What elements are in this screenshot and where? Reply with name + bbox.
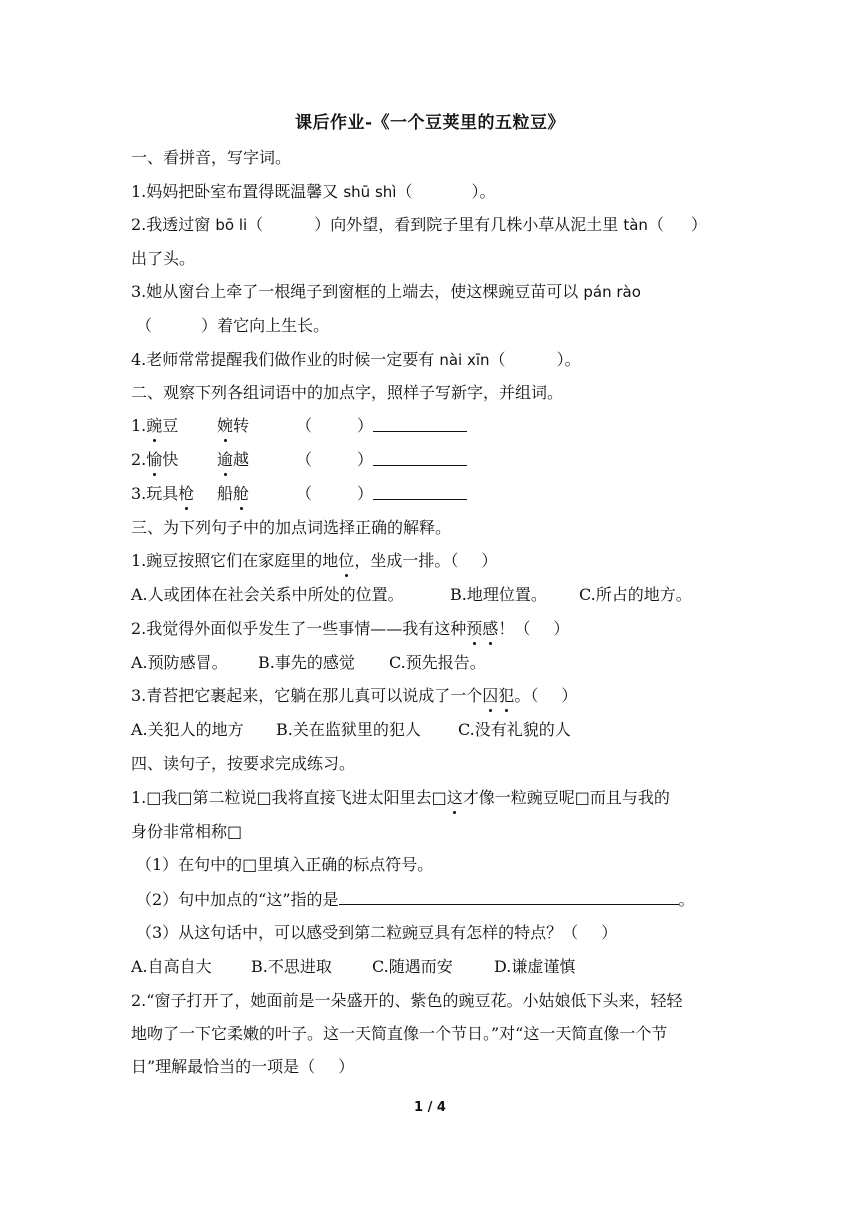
s3-q3-dotted-char-1: 囚 xyxy=(482,686,499,705)
s2-row-1-word-1-rest: 豆 xyxy=(162,416,179,435)
s4-sub-2 xyxy=(136,889,695,910)
s1-q3-pinyin: pán rào xyxy=(583,283,641,301)
s4-q1-continued: 身份非常相称□ xyxy=(131,822,243,841)
s2-row-2-word-2-rest: 越 xyxy=(233,450,250,469)
s4-sub-2-period: 。 xyxy=(678,890,695,909)
s2-row-2-dotted-char-1: 愉 xyxy=(146,450,163,469)
s4-q2-line-2: 地吻了一下它柔嫩的叶子。这一天简直像一个节日。”对“这一天简直像一个节 xyxy=(131,1024,668,1043)
s1-q4 xyxy=(131,350,581,370)
s2-row-3 xyxy=(131,484,374,504)
s4-option-a[interactable]: A.自高自大 xyxy=(131,957,212,976)
s2-row-3-dotted-char-2: 舱 xyxy=(233,484,250,503)
s2-row-1-word-blank[interactable] xyxy=(373,416,467,432)
s3-q1-option-c[interactable]: C.所占的地方。 xyxy=(579,585,692,604)
s2-row-2-dotted-char-2: 逾 xyxy=(217,450,234,469)
s1-q2-pinyin-1: bō li xyxy=(215,216,248,234)
page-number: 1 / 4 xyxy=(414,1100,446,1115)
s3-q2-text: 2.我觉得外面似乎发生了一些事情——我有这种 xyxy=(131,619,467,638)
s2-row-1-paren-open: （ xyxy=(296,416,313,435)
s1-q4-pinyin: nài xīn xyxy=(439,351,490,369)
s3-q1-word-start: 地 xyxy=(322,551,339,570)
s4-option-b[interactable]: B.不思进取 xyxy=(251,957,332,976)
s4-sub-2-text: （2）句中加点的“这”指的是 xyxy=(136,890,339,909)
s4-options xyxy=(131,957,576,977)
s1-q1-pinyin: shū shì xyxy=(343,183,397,201)
s1-q3-text: 3.她从窗台上牵了一根绳子到窗框的上端去，使这棵豌豆苗可以 xyxy=(131,282,584,301)
s1-q3-paren-open: （ xyxy=(136,316,158,335)
s2-row-2-char-blank[interactable] xyxy=(314,450,354,468)
s4-sub-3 xyxy=(136,923,617,943)
s4-q2-line-3-text: 日”理解最恰当的一项是（ xyxy=(131,1057,321,1076)
s3-q2-options xyxy=(131,653,486,673)
s1-q1-paren-close: ）。 xyxy=(471,182,496,201)
s1-q2-continued: 出了头。 xyxy=(131,249,196,268)
s4-sub-2-answer-line[interactable] xyxy=(339,889,679,905)
s2-row-1-char-blank[interactable] xyxy=(314,416,354,434)
s2-row-3-paren-open: （ xyxy=(296,484,313,503)
s1-q4-paren-close: ）。 xyxy=(556,350,581,369)
s2-row-3-word-1-start: 玩具 xyxy=(146,484,179,503)
s3-q2-option-a[interactable]: A.预防感冒。 xyxy=(131,653,228,672)
s3-q3-option-b[interactable]: B.关在监狱里的犯人 xyxy=(276,720,421,739)
s3-q1-options xyxy=(131,585,692,605)
page-title: 课后作业-《一个豆荚里的五粒豆》 xyxy=(294,113,566,133)
s3-q2-option-c[interactable]: C.预先报告。 xyxy=(389,653,486,672)
s1-q2-text-2: ）向外望，看到院子里有几株小草从泥土里 xyxy=(314,215,624,234)
s4-sub-1: （1）在句中的□里填入正确的标点符号。 xyxy=(136,855,434,874)
s4-q2-line-1: 2.“窗子打开了，她面前是一朵盛开的、紫色的豌豆花。小姑娘低下头来，轻轻 xyxy=(131,991,683,1010)
s4-q2-paren-close: ） xyxy=(338,1057,355,1076)
s1-q2-paren-close-2: ） xyxy=(691,215,708,234)
s3-q1-paren-close: ） xyxy=(481,551,498,570)
s3-q3-option-c[interactable]: C.没有礼貌的人 xyxy=(458,720,571,739)
section-4-heading: 四、读句子，按要求完成练习。 xyxy=(131,754,356,773)
s3-q3-option-a[interactable]: A.关犯人的地方 xyxy=(131,720,244,739)
s1-q1 xyxy=(131,182,496,202)
section-3-heading: 三、为下列句子中的加点词选择正确的解释。 xyxy=(131,518,452,537)
s3-q2-dotted-char-1: 预 xyxy=(466,619,483,638)
s1-q1-text: 1.妈妈把卧室布置得既温馨又 xyxy=(131,182,344,201)
s1-q2-paren-open-2: （ xyxy=(647,215,670,234)
s3-q1 xyxy=(131,551,497,571)
s2-row-3-word-blank[interactable] xyxy=(373,484,467,500)
s3-q3-text: 3.青苔把它裹起来，它躺在那儿真可以说成了一个 xyxy=(131,686,483,705)
s1-q2-text: 2.我透过窗 xyxy=(131,215,216,234)
s2-row-1-num: 1. xyxy=(131,416,147,435)
s1-q2 xyxy=(131,215,707,235)
s1-q2-paren-open-1: （ xyxy=(247,215,269,234)
s2-row-3-char-blank[interactable] xyxy=(314,484,354,502)
s2-row-1-dotted-char-1: 豌 xyxy=(146,416,163,435)
s3-q1-option-a[interactable]: A.人或团体在社会关系中所处的位置。 xyxy=(131,585,404,604)
s4-q1 xyxy=(131,788,670,808)
s2-row-2-paren-close: ） xyxy=(357,450,374,469)
s3-q2-paren-close: ） xyxy=(553,619,570,638)
s2-row-2-word-blank[interactable] xyxy=(373,450,467,466)
s3-q3-text-2: 。（ xyxy=(514,686,544,705)
s4-sub-3-text: （3）从这句话中，可以感受到第二粒豌豆具有怎样的特点？（ xyxy=(136,923,584,942)
s3-q1-dotted-char: 位 xyxy=(338,551,355,570)
s3-q2 xyxy=(131,619,569,639)
s3-q2-text-2: ！（ xyxy=(498,619,536,638)
s3-q1-text: 1.豌豆按照它们在家庭里的 xyxy=(131,551,323,570)
s1-q3-continued xyxy=(136,316,329,336)
s3-q1-text-2: ，坐成一排。（ xyxy=(354,551,464,570)
s1-q2-pinyin-2: tàn xyxy=(623,216,648,234)
s4-q1-text-2: 才像一粒豌豆呢□而且与我的 xyxy=(462,788,670,807)
section-2-heading: 二、观察下列各组词语中的加点字，照样子写新字，并组词。 xyxy=(131,383,564,402)
s3-q2-dotted-char-2: 感 xyxy=(482,619,499,638)
s2-row-2-paren-open: （ xyxy=(296,450,313,469)
s2-row-1 xyxy=(131,416,374,436)
s3-q1-option-b[interactable]: B.地理位置。 xyxy=(450,585,547,604)
s2-row-2-num: 2. xyxy=(131,450,147,469)
s3-q2-option-b[interactable]: B.事先的感觉 xyxy=(258,653,355,672)
section-1-heading: 一、看拼音，写字词。 xyxy=(131,148,292,167)
s2-row-1-paren-close: ） xyxy=(357,416,374,435)
s2-row-3-word-2-start: 船 xyxy=(217,484,234,503)
s2-row-3-dotted-char-1: 枪 xyxy=(178,484,195,503)
s2-row-2 xyxy=(131,450,374,470)
s4-option-d[interactable]: D.谦虚谨慎 xyxy=(494,957,576,976)
s4-option-c[interactable]: C.随遇而安 xyxy=(372,957,453,976)
s1-q3-text-2: ）着它向上生长。 xyxy=(201,316,330,335)
s4-q1-text: 1.□我□第二粒说□我将直接飞进太阳里去□ xyxy=(131,788,447,807)
s2-row-1-dotted-char-2: 婉 xyxy=(217,416,234,435)
s1-q1-paren-open: （ xyxy=(396,182,418,201)
s1-q4-paren-open: （ xyxy=(489,350,511,369)
s3-q3-dotted-char-2: 犯 xyxy=(498,686,515,705)
s1-q4-text: 4.老师常常提醒我们做作业的时候一定要有 xyxy=(131,350,440,369)
s2-row-1-word-2-rest: 转 xyxy=(233,416,250,435)
s2-row-3-paren-close: ） xyxy=(357,484,374,503)
s3-q3-options xyxy=(131,720,571,740)
s4-sub-3-paren-close: ） xyxy=(601,923,618,942)
s4-q1-dotted-char: 这 xyxy=(446,788,463,807)
s2-row-2-word-1-rest: 快 xyxy=(162,450,179,469)
s2-row-3-num: 3. xyxy=(131,484,147,503)
s3-q3 xyxy=(131,686,577,706)
s4-q2-line-3 xyxy=(131,1057,354,1077)
s3-q3-paren-close: ） xyxy=(561,686,578,705)
s1-q3 xyxy=(131,282,641,302)
